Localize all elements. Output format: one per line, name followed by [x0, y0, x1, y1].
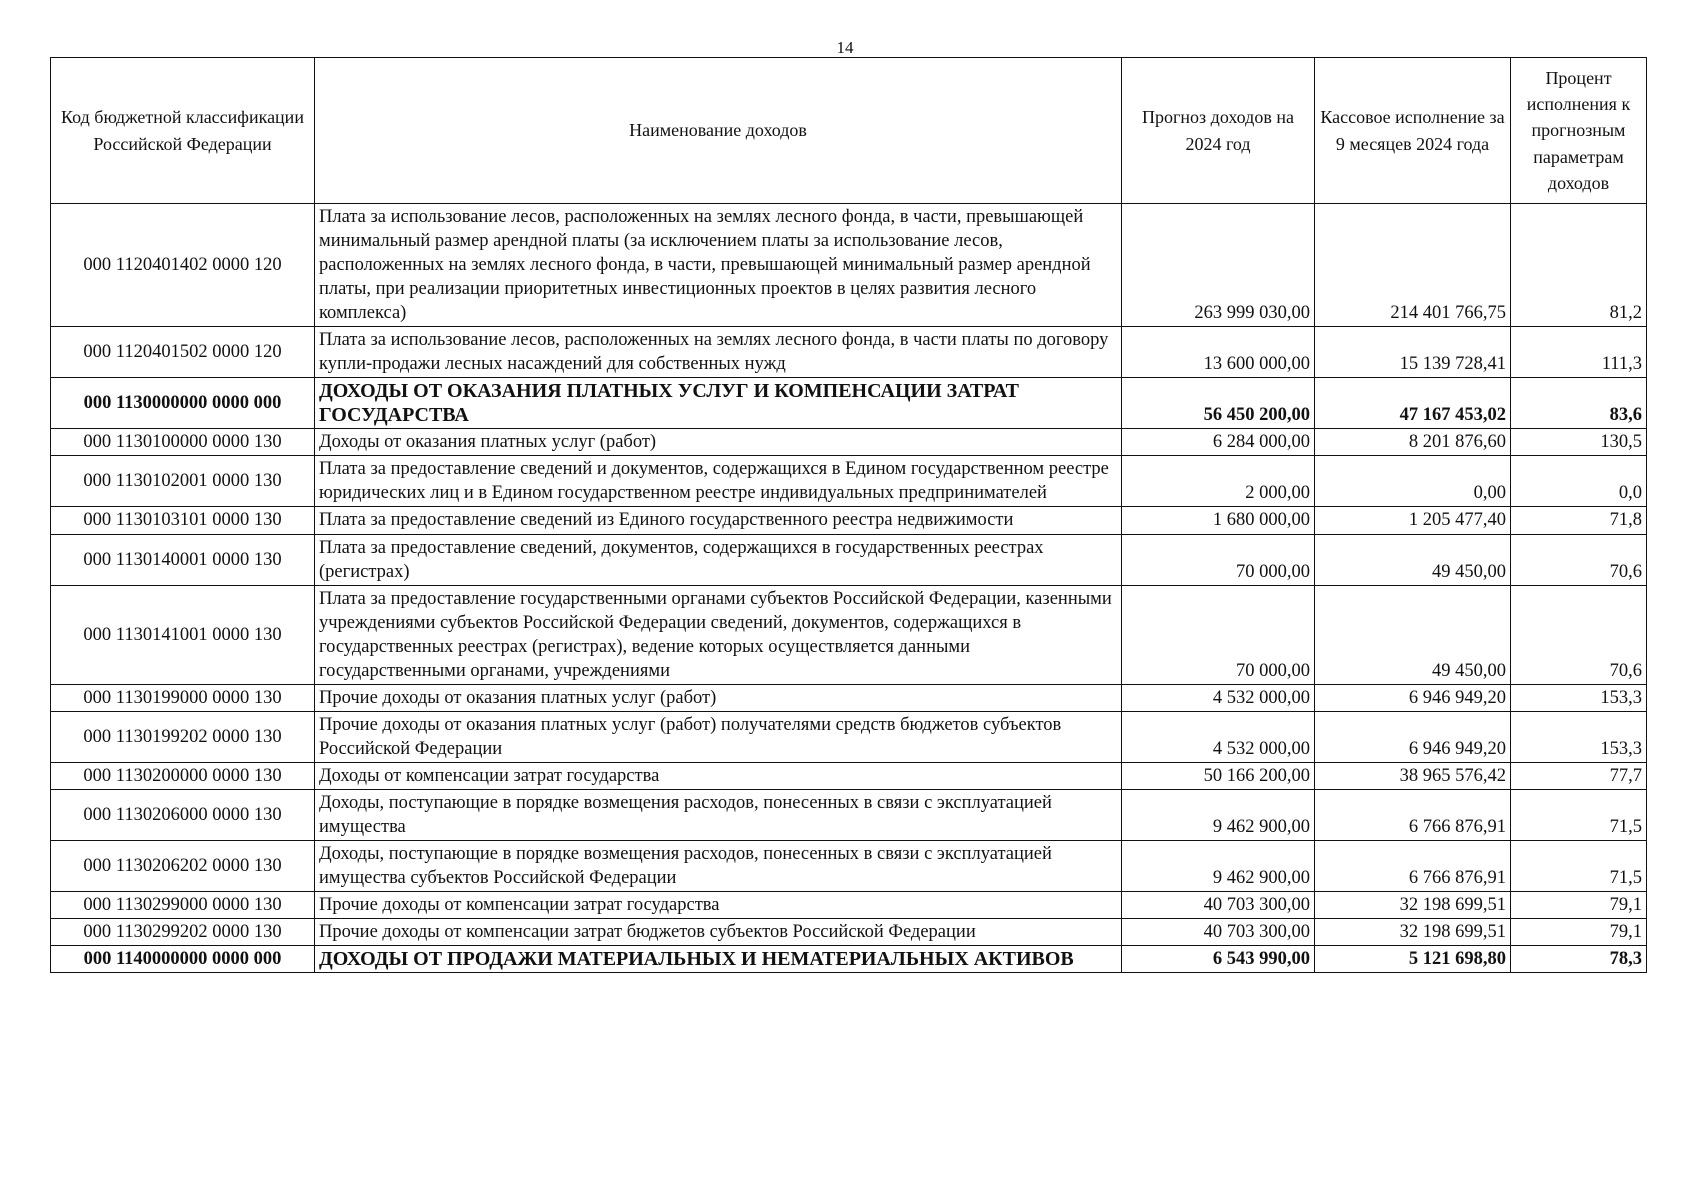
cell-code: 000 1130102001 0000 130: [51, 456, 315, 507]
cell-actual: 214 401 766,75: [1315, 204, 1511, 327]
cell-forecast: 9 462 900,00: [1122, 789, 1315, 840]
cell-actual: 32 198 699,51: [1315, 892, 1511, 919]
table-row: [51, 684, 1647, 711]
cell-code: 000 1130199000 0000 130: [51, 684, 315, 711]
table-row: [51, 507, 1647, 534]
cell-actual: 47 167 453,02: [1315, 378, 1511, 429]
cell-percent: 153,3: [1511, 684, 1647, 711]
cell-percent: 153,3: [1511, 711, 1647, 762]
cell-code: 000 1130206202 0000 130: [51, 841, 315, 892]
cell-name: Плата за предоставление сведений и документов, содержащихся в Едином государственном реестре юридических лиц и в Едином государственном реестре индивидуальных предпринимателей: [315, 456, 1122, 507]
header-name: Наименование доходов: [315, 58, 1122, 204]
cell-code: 000 1130140001 0000 130: [51, 534, 315, 585]
table-row: [51, 892, 1647, 919]
table-row: [51, 585, 1647, 684]
cell-actual: 8 201 876,60: [1315, 429, 1511, 456]
cell-code: 000 1130100000 0000 130: [51, 429, 315, 456]
cell-actual: 1 205 477,40: [1315, 507, 1511, 534]
table-header-row: [51, 58, 1647, 204]
cell-actual: 0,00: [1315, 456, 1511, 507]
cell-percent: 71,5: [1511, 841, 1647, 892]
cell-code: 000 1130200000 0000 130: [51, 762, 315, 789]
header-forecast: Прогноз доходов на 2024 год: [1122, 58, 1315, 204]
cell-percent: 79,1: [1511, 919, 1647, 946]
cell-actual: 5 121 698,80: [1315, 946, 1511, 973]
cell-code: 000 1130199202 0000 130: [51, 711, 315, 762]
cell-percent: 0,0: [1511, 456, 1647, 507]
cell-name: ДОХОДЫ ОТ ПРОДАЖИ МАТЕРИАЛЬНЫХ И НЕМАТЕРИАЛЬНЫХ АКТИВОВ: [315, 946, 1122, 973]
cell-actual: 49 450,00: [1315, 534, 1511, 585]
table-row: [51, 789, 1647, 840]
cell-code: 000 1130103101 0000 130: [51, 507, 315, 534]
cell-forecast: 1 680 000,00: [1122, 507, 1315, 534]
cell-actual: 38 965 576,42: [1315, 762, 1511, 789]
cell-name: Плата за предоставление государственными органами субъектов Российской Федерации, казенными учреждениями субъектов Российской Федерации сведений, документов, содержащихся в государственных реестрах (регистрах), ведение которых осуществляется данными государственными органами, учреждениями: [315, 585, 1122, 684]
cell-name: Плата за предоставление сведений, документов, содержащихся в государственных реестрах (регистрах): [315, 534, 1122, 585]
cell-code: 000 1130141001 0000 130: [51, 585, 315, 684]
cell-forecast: 6 284 000,00: [1122, 429, 1315, 456]
page-number: 14: [836, 38, 854, 57]
cell-name: Доходы от компенсации затрат государства: [315, 762, 1122, 789]
cell-name: Доходы, поступающие в порядке возмещения расходов, понесенных в связи с эксплуатацией имущества субъектов Российской Федерации: [315, 841, 1122, 892]
table-row: [51, 204, 1647, 327]
cell-actual: 49 450,00: [1315, 585, 1511, 684]
cell-forecast: 263 999 030,00: [1122, 204, 1315, 327]
cell-percent: 77,7: [1511, 762, 1647, 789]
table-row: [51, 919, 1647, 946]
cell-actual: 32 198 699,51: [1315, 919, 1511, 946]
cell-percent: 70,6: [1511, 534, 1647, 585]
table-row: [51, 378, 1647, 429]
table-body: [51, 204, 1647, 973]
cell-forecast: 13 600 000,00: [1122, 327, 1315, 378]
cell-name: Прочие доходы от компенсации затрат бюджетов субъектов Российской Федерации: [315, 919, 1122, 946]
table-row: [51, 762, 1647, 789]
cell-name: Прочие доходы от оказания платных услуг (работ): [315, 684, 1122, 711]
cell-percent: 111,3: [1511, 327, 1647, 378]
cell-name: Доходы, поступающие в порядке возмещения расходов, понесенных в связи с эксплуатацией имущества: [315, 789, 1122, 840]
table-row: [51, 456, 1647, 507]
header-actual: Кассовое исполнение за 9 месяцев 2024 года: [1315, 58, 1511, 204]
cell-percent: 71,5: [1511, 789, 1647, 840]
cell-code: 000 1130299202 0000 130: [51, 919, 315, 946]
cell-name: ДОХОДЫ ОТ ОКАЗАНИЯ ПЛАТНЫХ УСЛУГ И КОМПЕНСАЦИИ ЗАТРАТ ГОСУДАРСТВА: [315, 378, 1122, 429]
cell-forecast: 4 532 000,00: [1122, 711, 1315, 762]
cell-percent: 130,5: [1511, 429, 1647, 456]
cell-code: 000 1130206000 0000 130: [51, 789, 315, 840]
cell-forecast: 9 462 900,00: [1122, 841, 1315, 892]
table-row: [51, 429, 1647, 456]
cell-forecast: 2 000,00: [1122, 456, 1315, 507]
cell-percent: 71,8: [1511, 507, 1647, 534]
cell-forecast: 4 532 000,00: [1122, 684, 1315, 711]
revenue-table: [50, 57, 1647, 973]
cell-name: Доходы от оказания платных услуг (работ): [315, 429, 1122, 456]
header-code: Код бюджетной классификации Российской Федерации: [51, 58, 315, 204]
cell-forecast: 70 000,00: [1122, 585, 1315, 684]
cell-forecast: 56 450 200,00: [1122, 378, 1315, 429]
cell-code: 000 1130299000 0000 130: [51, 892, 315, 919]
cell-name: Плата за использование лесов, расположенных на землях лесного фонда, в части, превышающей минимальный размер арендной платы (за исключением платы за использование лесов, расположенных на землях лесного фонда, в части, превышающей минимальный размер арендной платы, при реализации приоритетных инвестиционных проектов в целях развития лесного комплекса): [315, 204, 1122, 327]
cell-percent: 81,2: [1511, 204, 1647, 327]
table-row: [51, 711, 1647, 762]
cell-percent: 78,3: [1511, 946, 1647, 973]
cell-actual: 6 766 876,91: [1315, 789, 1511, 840]
cell-actual: 6 946 949,20: [1315, 711, 1511, 762]
cell-forecast: 6 543 990,00: [1122, 946, 1315, 973]
cell-forecast: 70 000,00: [1122, 534, 1315, 585]
cell-actual: 6 946 949,20: [1315, 684, 1511, 711]
cell-name: Прочие доходы от компенсации затрат государства: [315, 892, 1122, 919]
table-row: [51, 841, 1647, 892]
cell-code: 000 1130000000 0000 000: [51, 378, 315, 429]
cell-actual: 6 766 876,91: [1315, 841, 1511, 892]
cell-code: 000 1120401402 0000 120: [51, 204, 315, 327]
cell-name: Плата за предоставление сведений из Единого государственного реестра недвижимости: [315, 507, 1122, 534]
table-row: [51, 327, 1647, 378]
cell-forecast: 50 166 200,00: [1122, 762, 1315, 789]
cell-code: 000 1140000000 0000 000: [51, 946, 315, 973]
cell-percent: 83,6: [1511, 378, 1647, 429]
cell-name: Прочие доходы от оказания платных услуг (работ) получателями средств бюджетов субъектов Российской Федерации: [315, 711, 1122, 762]
cell-percent: 79,1: [1511, 892, 1647, 919]
cell-name: Плата за использование лесов, расположенных на землях лесного фонда, в части платы по договору купли-продажи лесных насаждений для собственных нужд: [315, 327, 1122, 378]
cell-forecast: 40 703 300,00: [1122, 919, 1315, 946]
cell-code: 000 1120401502 0000 120: [51, 327, 315, 378]
table-row: [51, 946, 1647, 973]
cell-forecast: 40 703 300,00: [1122, 892, 1315, 919]
header-percent: Процент исполнения к прогнозным параметрам доходов: [1511, 58, 1647, 204]
cell-actual: 15 139 728,41: [1315, 327, 1511, 378]
table-row: [51, 534, 1647, 585]
cell-percent: 70,6: [1511, 585, 1647, 684]
